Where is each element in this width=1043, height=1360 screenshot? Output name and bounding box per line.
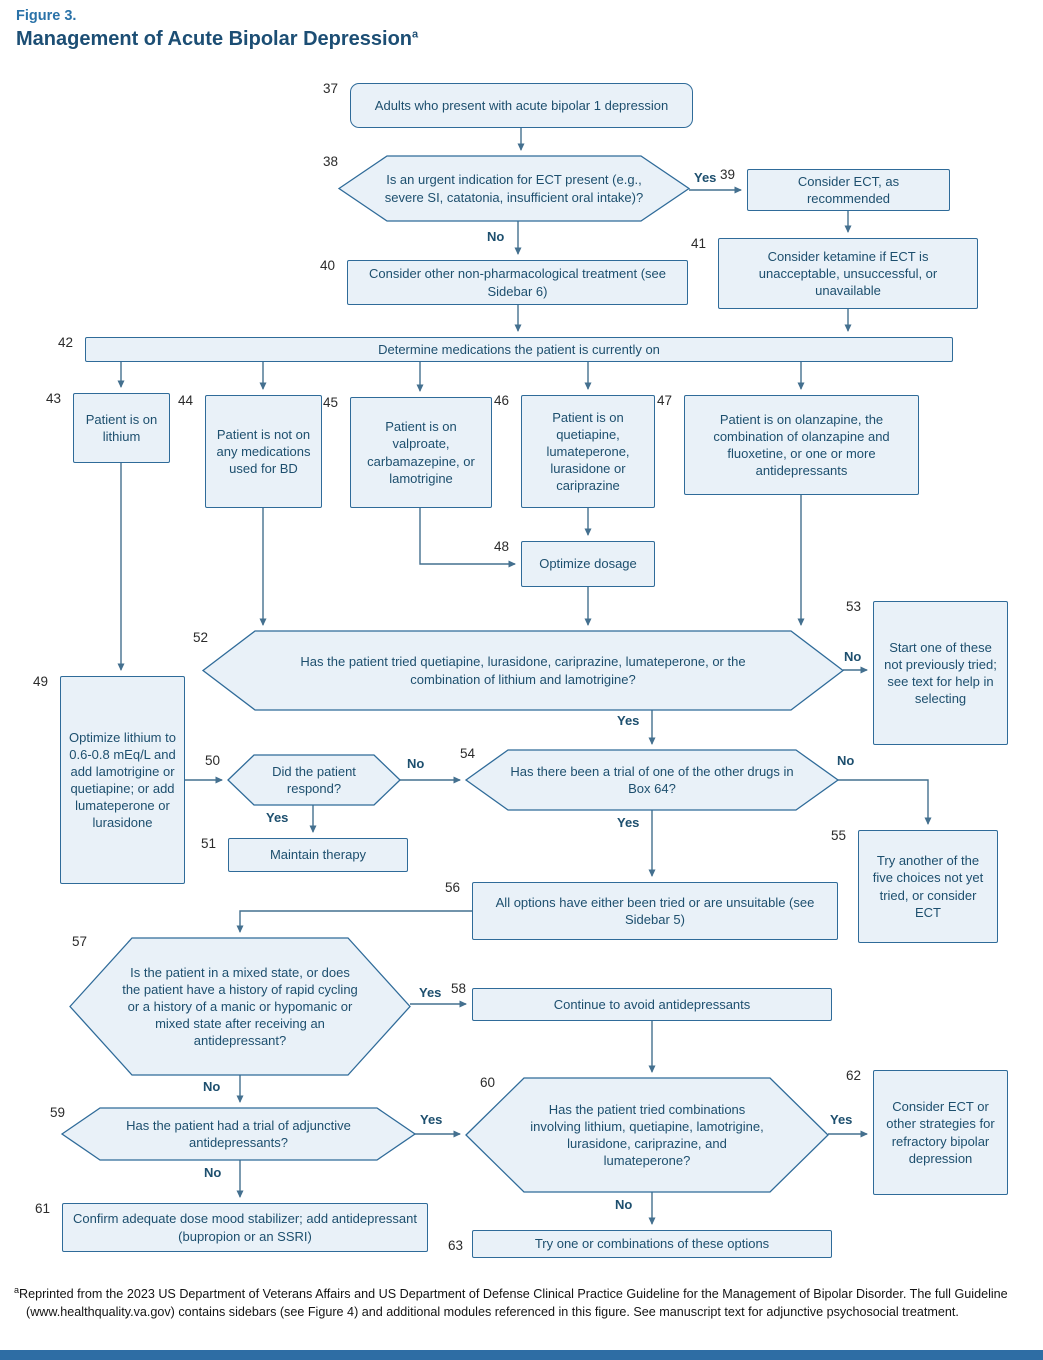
node-57-text: Is the patient in a mixed state, or does the patient have a history of rapid cycling or a history of a manic or hypomanic or mixed state after receiving an antidepressant? — [122, 964, 358, 1049]
figure-title-text: Management of Acute Bipolar Depression — [16, 28, 412, 50]
node-53-number: 53 — [846, 599, 862, 614]
node-50-text: Did the patient respond? — [272, 763, 356, 796]
node-47-text: Patient is on olanzapine, the combination of olanzapine and fluoxetine, or one or more antidepressants — [713, 411, 890, 479]
node-47-number: 47 — [657, 393, 673, 408]
node-42-text: Determine medications the patient is currently on — [378, 341, 660, 357]
footnote-marker: a — [14, 1285, 20, 1295]
node-55 — [831, 828, 998, 943]
node-62-text: Consider ECT or other strategies for refractory bipolar depression — [886, 1099, 995, 1166]
edge-label-no-52: No — [844, 649, 862, 664]
node-39 — [720, 167, 950, 211]
node-50-decision — [205, 753, 400, 805]
node-51-text: Maintain therapy — [269, 847, 367, 863]
node-41-text: Consider ketamine if ECT is unacceptable, unsuccessful, or unavailable — [758, 248, 938, 299]
node-58 — [451, 981, 832, 1021]
footnote-text: Reprinted from the 2023 US Department of Veterans Affairs and US Department of Defense Clinical Practice Guideline for the Management of Bipolar Disorder. The full Guideline (www.healthquality.va.gov) contains sidebars (see Figure 4) and additional modules referenced in this figure. See manuscript text for adjunctive psychosocial treatment. — [19, 1287, 1008, 1320]
node-62 — [846, 1068, 1008, 1195]
node-54-decision — [460, 746, 838, 810]
node-58-number: 58 — [451, 981, 467, 996]
node-52-number: 52 — [193, 630, 209, 645]
edge-label-yes-59: Yes — [420, 1112, 443, 1127]
edge-label-no-60: No — [615, 1197, 633, 1212]
node-51-number: 51 — [201, 836, 217, 851]
edge-label-no-38: No — [487, 229, 505, 244]
node-40-number: 40 — [320, 258, 336, 273]
node-37-text: Adults who present with acute bipolar 1 depression — [374, 97, 669, 113]
edge-label-no-59: No — [204, 1165, 222, 1180]
node-44-number: 44 — [178, 393, 194, 408]
node-49-number: 49 — [33, 674, 49, 689]
node-60-decision — [466, 1075, 828, 1192]
node-55-text: Try another of the five choices not yet tried, or consider ECT — [872, 853, 984, 920]
node-49 — [33, 674, 185, 884]
edge-label-no-50: No — [407, 756, 425, 771]
node-42-number: 42 — [58, 335, 74, 350]
node-44-text: Patient is not on any medications used for BD — [216, 426, 311, 477]
node-63-text: Try one or combinations of these options — [534, 1236, 770, 1252]
edge-label-yes-60: Yes — [830, 1112, 853, 1127]
node-46-number: 46 — [494, 393, 510, 408]
node-53-text: Start one of these not previously tried; see text for help in selecting — [884, 639, 997, 707]
node-44 — [178, 393, 322, 508]
node-41 — [691, 236, 978, 309]
node-54-text: Has there been a trial of one of the other drugs in Box 64? — [510, 763, 794, 796]
node-45-text: Patient is on valproate, carbamazepine, or lamotrigine — [367, 419, 475, 486]
node-49-text: Optimize lithium to 0.6-0.8 mEq/L and add lamotrigine or quetiapine; or add lumateperone or lurasidone — [69, 729, 176, 831]
node-55-number: 55 — [831, 828, 847, 843]
node-54-number: 54 — [460, 746, 476, 761]
edge-label-yes-38: Yes — [694, 170, 717, 185]
node-42 — [58, 335, 953, 362]
node-61 — [35, 1201, 428, 1252]
edge-label-yes-52: Yes — [617, 713, 640, 728]
node-40-text: Consider other non-pharmacological treatment (see Sidebar 6) — [369, 266, 666, 299]
node-38-number: 38 — [323, 154, 339, 169]
node-45 — [323, 395, 492, 508]
node-51 — [201, 836, 408, 872]
node-56 — [445, 880, 838, 940]
edge-label-no-57: No — [203, 1079, 221, 1094]
node-59-text: Has the patient had a trial of adjunctive antidepressants? — [126, 1117, 351, 1150]
node-60-text: Has the patient tried combinations involving lithium, quetiapine, lamotrigine, lurasidone, cariprazine, and lumateperone? — [530, 1101, 764, 1169]
edge-label-yes-54: Yes — [617, 815, 640, 830]
node-39-text: Consider ECT, as recommended — [797, 173, 900, 206]
node-53 — [846, 599, 1008, 745]
node-43-number: 43 — [46, 391, 62, 406]
node-50-number: 50 — [205, 753, 221, 768]
node-61-number: 61 — [35, 1201, 51, 1216]
node-57-number: 57 — [72, 934, 88, 949]
node-48-text: Optimize dosage — [539, 556, 637, 572]
node-37-number: 37 — [323, 81, 339, 96]
node-43-text: Patient is on lithium — [85, 411, 158, 444]
node-47 — [657, 393, 919, 495]
edge-label-yes-50: Yes — [266, 810, 289, 825]
node-48 — [494, 539, 655, 587]
node-40 — [320, 258, 688, 305]
figure-label: Figure 3. — [16, 8, 77, 24]
node-63 — [448, 1230, 832, 1258]
node-63-number: 63 — [448, 1238, 464, 1253]
node-60-number: 60 — [480, 1075, 496, 1090]
edge-label-yes-57: Yes — [419, 985, 442, 1000]
node-39-number: 39 — [720, 167, 736, 182]
node-38-decision — [323, 154, 689, 221]
figure-title-superscript: a — [412, 28, 419, 41]
node-41-number: 41 — [691, 236, 707, 251]
node-61-text: Confirm adequate dose mood stabilizer; add antidepressant (bupropion or an SSRI) — [73, 1211, 417, 1244]
edge-label-no-54: No — [837, 753, 855, 768]
node-48-number: 48 — [494, 539, 510, 554]
node-58-text: Continue to avoid antidepressants — [553, 996, 751, 1012]
node-43 — [46, 391, 170, 463]
node-45-number: 45 — [323, 395, 339, 410]
node-52-text: Has the patient tried quetiapine, lurasidone, cariprazine, lumateperone, or the combination of lithium and lamotrigine? — [300, 654, 746, 687]
node-59-number: 59 — [50, 1105, 66, 1120]
node-56-number: 56 — [445, 880, 461, 895]
node-46 — [494, 393, 655, 508]
node-62-number: 62 — [846, 1068, 862, 1083]
node-57-decision — [70, 934, 410, 1075]
node-46-text: Patient is on quetiapine, lumateperone, lurasidone or cariprazine — [546, 409, 630, 494]
node-52-decision — [193, 630, 843, 710]
node-59-decision — [50, 1105, 415, 1160]
node-37 — [323, 81, 693, 128]
node-38-text: Is an urgent indication for ECT present (e.g., severe SI, catatonia, insufficient oral intake)? — [384, 172, 644, 205]
node-56-text: All options have either been tried or are unsuitable (see Sidebar 5) — [495, 894, 815, 927]
